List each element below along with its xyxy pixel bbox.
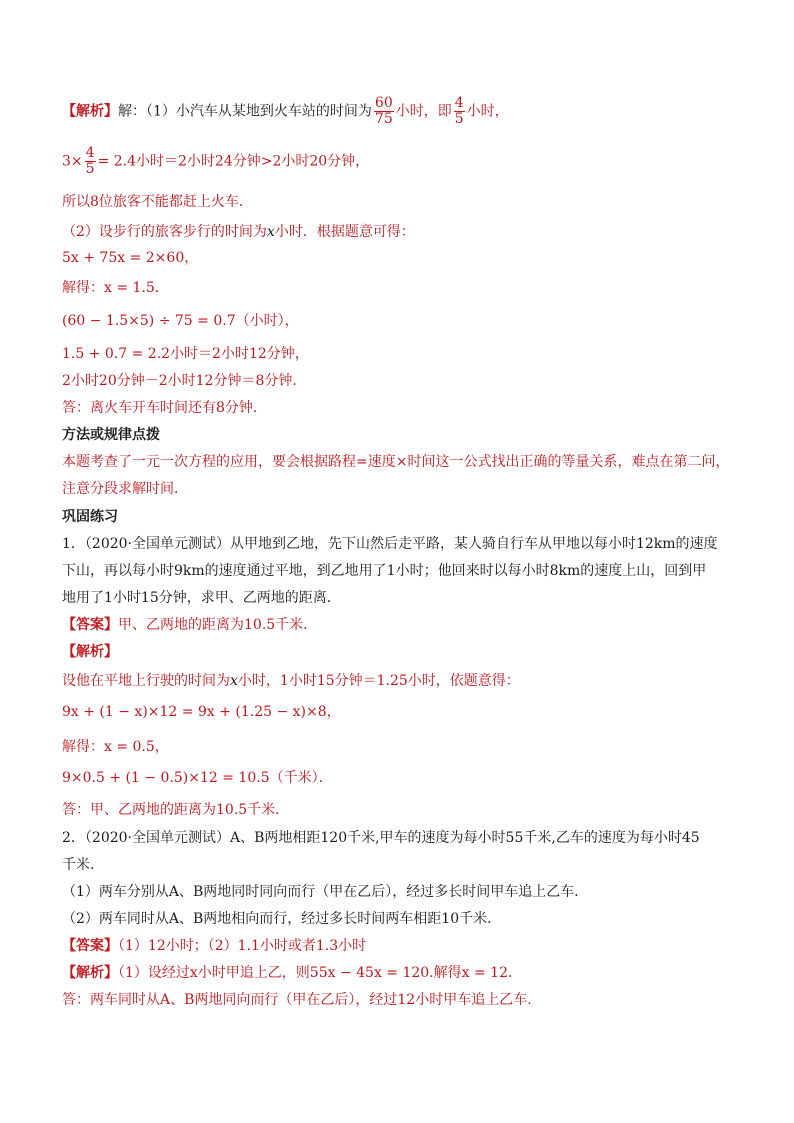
solution-text: 小时，即 [395,103,452,120]
solution-line: 【解析】（1）设经过x小时甲追上乙，则55x − 45x = 120.解得x = 12． [62,965,522,981]
solution-result: 解得：x = 1.5． [62,280,169,296]
answer-line: 【答案】（1）12小时；（2）1.1小时或者1.3小时 [62,938,367,954]
equation-line: 1.5 + 0.7 = 2.2小时＝2小时12分钟， [62,346,309,362]
solution-line-4: （2）设步行的旅客步行的时间为x小时．根据题意可得： [62,224,415,240]
equation-line: 2小时20分钟－2小时12分钟＝8分钟． [62,373,307,389]
solution-line: 设他在平地上行驶的时间为x小时，1小时15分钟＝1.25小时，依题意得： [62,673,520,689]
solution-line-1 [62,96,509,127]
question-2-text: （2）两车同时从A、B两地相向而行，经过多长时间两车相距10千米． [62,911,502,927]
question-1-text: 下山，再以每小时9km的速度通过平地，到乙地用了1小时；他回来时以每小时8km的速度上山，回到甲 [62,563,707,579]
equation-line: 9×0.5 + (1 − 0.5)×12 = 10.5（千米）． [62,770,333,786]
question-2-text: 千米． [62,857,104,873]
fraction-60-75: $\frac{60}{75}$ [374,95,393,127]
answer-line: 答：甲、乙两地的距离为10.5千米． [62,802,290,818]
analysis-tag: 【解析】 [62,103,118,120]
analysis-tag: 【解析】 [62,644,118,660]
answer-line: 答：两车同时从A、B两地同向而行（甲在乙后），经过12小时甲车追上乙车. [62,992,532,1008]
method-text: 注意分段求解时间． [62,481,188,497]
fraction-4-5: $\frac{4}{5}$ [85,145,95,177]
equation-line: 5x + 75x = 2×60， [62,250,199,266]
equation-line: (60 − 1.5×5) ÷ 75 = 0.7（小时）， [62,313,299,329]
question-1-text: 地用了1小时15分钟，求甲、乙两地的距离． [62,590,341,606]
method-heading: 方法或规律点拨 [62,427,160,443]
solution-text: 小时， [466,103,509,120]
solution-line-3: 所以8位旅客不能都赶上火车． [62,194,253,210]
question-1-text: 1．（2020·全国单元测试）从甲地到乙地，先下山然后走平路，某人骑自行车从甲地以每小时12km的速度 [62,536,718,552]
answer-line: 【答案】甲、乙两地的距离为10.5千米． [62,617,318,633]
solution-result: 解得：x = 0.5， [62,739,169,755]
question-2-text: 2．（2020·全国单元测试）A、B两地相距120千米,甲车的速度为每小时55千米,乙车的速度为每小时45 [62,830,700,846]
question-2-text: （1）两车分别从A、B两地同时同向而行（甲在乙后），经过多长时间甲车追上乙车． [62,884,589,900]
solution-text: 解：（1）小汽车从某地到火车站的时间为 [118,103,372,120]
fraction-4-5: $\frac{4}{5}$ [454,95,464,127]
practice-heading: 巩固练习 [62,509,118,525]
equation-line: 9x + (1 − x)×12 = 9x + (1.25 − x)×8， [62,704,341,720]
solution-line-2: 3× $\frac{4}{5}$ = 2.4小时＝2小时24分钟>2小时20分钟， [62,145,370,177]
method-text: 本题考查了一元一次方程的应用，要会根据路程=速度×时间这一公式找出正确的等量关系，难点在第二问， [62,454,730,470]
answer-line: 答：离火车开车时间还有8分钟． [62,400,267,416]
